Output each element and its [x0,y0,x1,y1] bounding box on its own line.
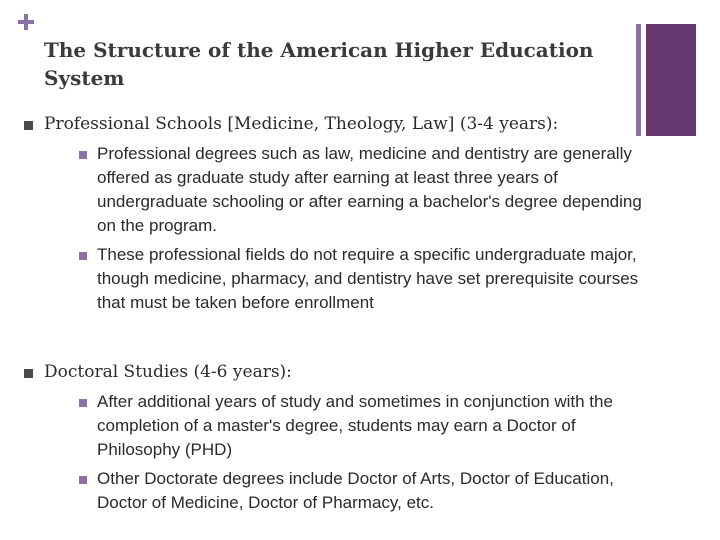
bullet-professional-degrees: Professional degrees such as law, medicine and dentistry are generally offered as graduate study after earning at least three years of undergraduate schooling or after earning a bachelor's degree depending on the program. [97,144,642,235]
slide-title: The Structure of the American Higher Education System [44,38,594,90]
sub-bullet-square-icon [79,252,87,260]
section-heading-doctoral: Doctoral Studies (4-6 years): [44,362,292,382]
bullet-additional-years: After additional years of study and sometimes in conjunction with the completion of a master's degree, students may earn a Doctor of Philosophy (PHD) [97,392,613,459]
sub-bullet-square-icon [79,151,87,159]
sub-bullet-square-icon [79,399,87,407]
bullet-professional-fields: These professional fields do not require a specific undergraduate major, though medicine, pharmacy, and dentistry have set prerequisite courses that must be taken before enrollment [97,245,639,312]
sub-bullet-square-icon [79,476,87,484]
bullet-square-icon [24,369,33,378]
bullet-other-doctorates: Other Doctorate degrees include Doctor of Arts, Doctor of Education, Doctor of Medicine, Doctor of Pharmacy, etc. [97,469,614,512]
bullet-square-icon [24,121,33,130]
section-heading-professional: Professional Schools [Medicine, Theology, Law] (3-4 years): [44,114,559,134]
